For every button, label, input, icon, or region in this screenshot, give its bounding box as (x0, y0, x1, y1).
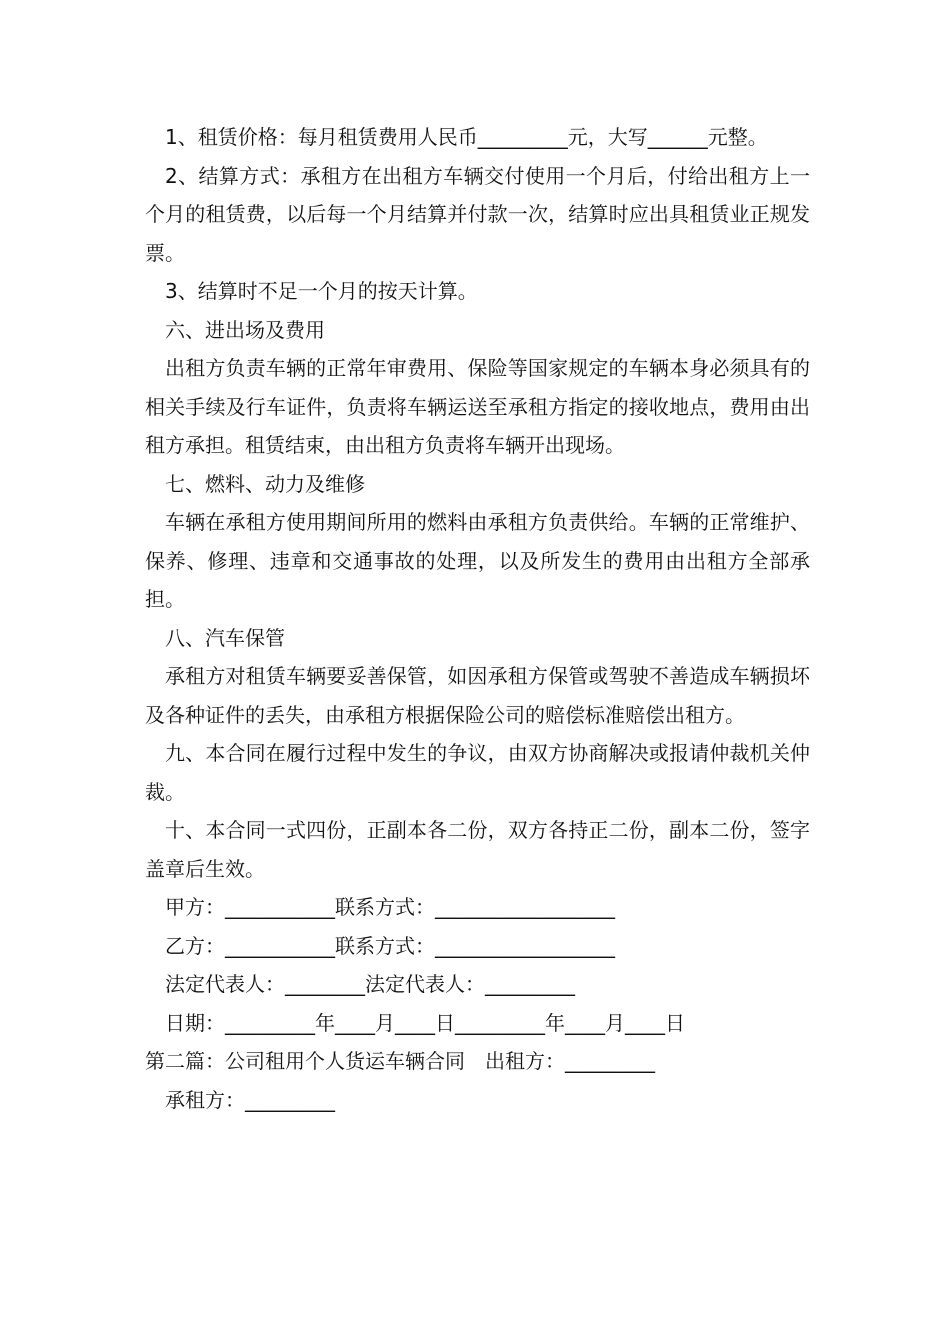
document-page (145, 118, 810, 1119)
clause-dispute: 九、本合同在履行过程中发生的争议，由双方协商解决或报请仲裁机关仲裁。 (145, 741, 810, 804)
signature-legal-rep: 法定代表人：________法定代表人：_________ (165, 972, 575, 996)
clause-entry-exit-costs: 出租方负责车辆的正常年审费用、保险等国家规定的车辆本身必须具有的相关手续及行车证件，负责将车辆运送至承租方指定的接收地点，费用由出租方承担。租赁结束，由出租方负责将车辆开出现场。 (145, 356, 810, 457)
clause-partial-month: 3、结算时不足一个月的按天计算。 (165, 279, 478, 303)
clause-rent-price: 1、租赁价格：每月租赁费用人民币_________元，大写______元整。 (165, 125, 768, 149)
clause-custody: 承租方对租赁车辆要妥善保管，如因承租方保管或驾驶不善造成车辆损坏及各种证件的丢失，由承租方根据保险公司的赔偿标准赔偿出租方。 (145, 664, 810, 727)
section-heading-custody: 八、汽车保管 (165, 625, 285, 650)
signature-date: 日期：_________年____月____日_________年____月____日 (165, 1010, 685, 1035)
section-heading-fuel-maintenance: 七、燃料、动力及维修 (165, 471, 365, 496)
section-heading-entry-exit: 六、进出场及费用 (165, 317, 325, 342)
signature-party-a: 甲方：___________联系方式：__________________ (165, 895, 615, 919)
clause-fuel-maintenance: 车辆在承租方使用期间所用的燃料由承租方负责供给。车辆的正常维护、保养、修理、违章和交通事故的处理，以及所发生的费用由出租方全部承担。 (145, 510, 810, 611)
clause-copies: 十、本合同一式四份，正副本各二份，双方各持正二份，副本二份，签字盖章后生效。 (145, 818, 810, 881)
clause-settlement-method: 2、结算方式：承租方在出租方车辆交付使用一个月后，付给出租方上一个月的租赁费，以后每一个月结算并付款一次，结算时应出具租赁业正规发票。 (145, 163, 810, 265)
second-contract-heading: 第二篇：公司租用个人货运车辆合同 出租方：_________ (145, 1049, 655, 1073)
signature-party-b: 乙方：___________联系方式：__________________ (165, 933, 615, 958)
second-contract-lessee: 承租方：_________ (165, 1087, 335, 1112)
